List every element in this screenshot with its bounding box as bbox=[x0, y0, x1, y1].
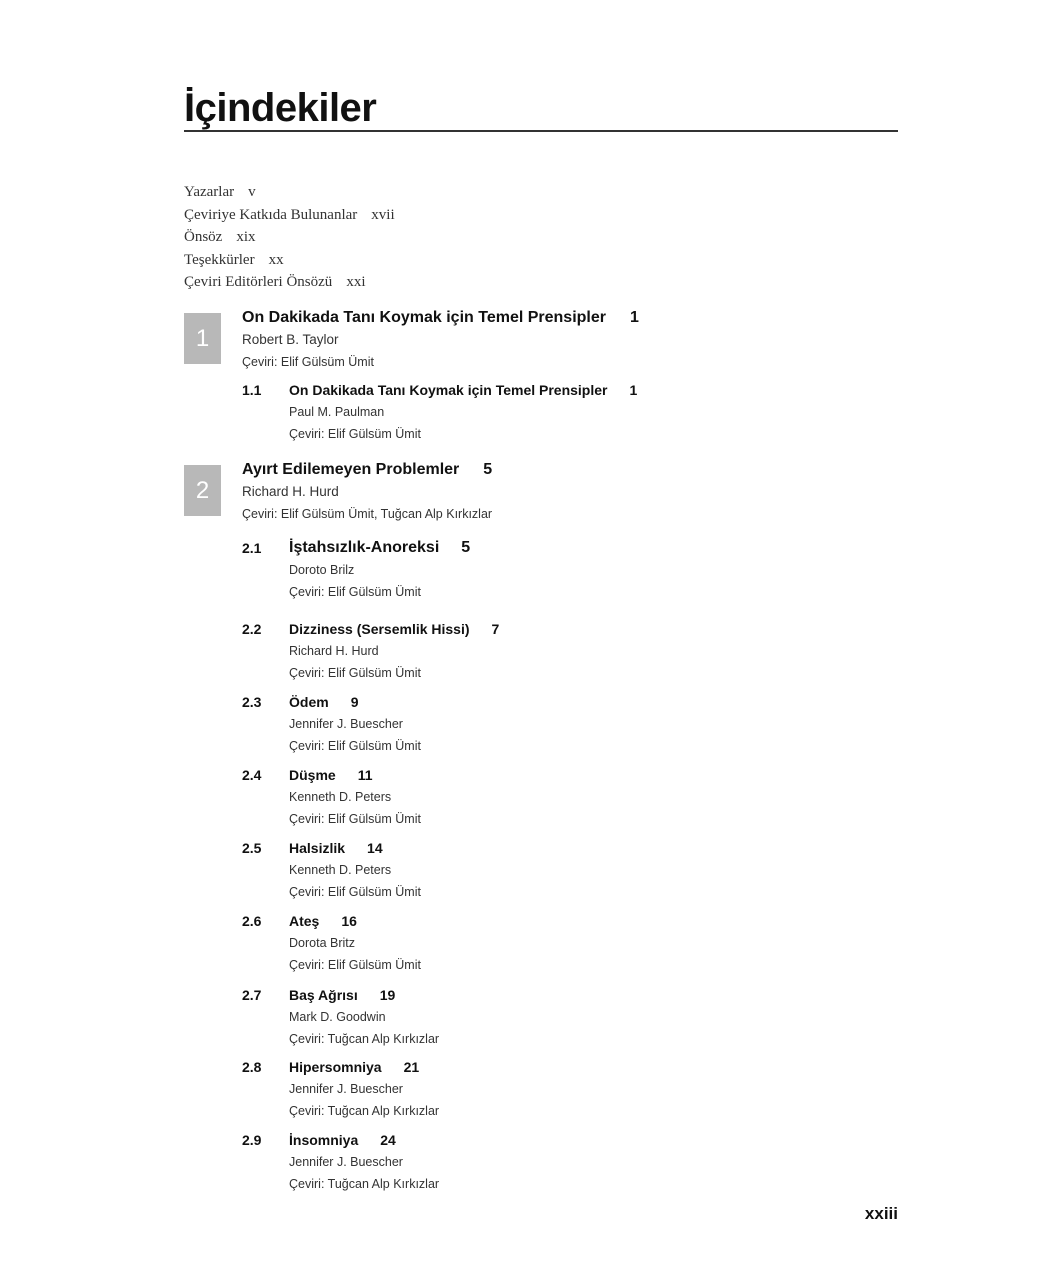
front-matter-page: xx bbox=[268, 251, 284, 268]
section-title-text: Ödem bbox=[289, 694, 329, 710]
section-body bbox=[289, 837, 421, 903]
section-author: Kenneth D. Peters bbox=[289, 790, 392, 804]
chapter-title bbox=[242, 459, 492, 481]
front-matter-list bbox=[184, 181, 395, 294]
section-number: 2.2 bbox=[242, 621, 262, 637]
section-page: 16 bbox=[341, 913, 357, 929]
section-translator: Çeviri: Elif Gülsüm Ümit bbox=[289, 585, 421, 599]
chapter-author: Robert B. Taylor bbox=[242, 332, 339, 347]
chapter-page: 5 bbox=[483, 461, 493, 478]
page-number: xxiii bbox=[864, 1204, 898, 1223]
section-page: 5 bbox=[461, 539, 471, 556]
section-author: Mark D. Goodwin bbox=[289, 1010, 386, 1024]
section-body bbox=[289, 537, 470, 603]
section-page: 7 bbox=[491, 621, 500, 637]
section-body bbox=[289, 764, 421, 830]
section-translator: Çeviri: Tuğcan Alp Kırkızlar bbox=[289, 1032, 440, 1046]
section-translator: Çeviri: Elif Gülsüm Ümit bbox=[289, 427, 421, 441]
section-author: Richard H. Hurd bbox=[289, 644, 379, 658]
section-title bbox=[289, 1056, 439, 1078]
section-author: Dorota Britz bbox=[289, 936, 355, 950]
section-translator: Çeviri: Tuğcan Alp Kırkızlar bbox=[289, 1177, 440, 1191]
section-number: 2.7 bbox=[242, 987, 262, 1003]
front-matter-page: xxi bbox=[346, 274, 366, 290]
section-translator: Çeviri: Elif Gülsüm Ümit bbox=[289, 812, 421, 826]
front-matter-label: Çeviri Editörleri Önsözü bbox=[184, 274, 333, 290]
front-matter-item[interactable] bbox=[184, 271, 395, 294]
section-title-text: On Dakikada Tanı Koymak için Temel Prensipler bbox=[289, 382, 608, 398]
section-number: 2.4 bbox=[242, 767, 262, 783]
section-translator: Çeviri: Elif Gülsüm Ümit bbox=[289, 958, 421, 972]
section-number: 2.1 bbox=[242, 540, 262, 556]
section-title bbox=[289, 379, 637, 401]
section-body bbox=[289, 910, 421, 976]
section-number: 2.8 bbox=[242, 1059, 262, 1075]
section-author: Jennifer J. Buescher bbox=[289, 1155, 403, 1169]
section-title-text: İnsomniya bbox=[289, 1132, 359, 1148]
chapter-number-badge: 2 bbox=[184, 465, 221, 516]
section-title-text: Baş Ağrısı bbox=[289, 987, 358, 1003]
section-page: 1 bbox=[629, 382, 638, 398]
section-page: 9 bbox=[350, 694, 359, 710]
section-number: 2.5 bbox=[242, 840, 262, 856]
section-title bbox=[289, 984, 439, 1006]
section-title bbox=[289, 691, 421, 713]
section-translator: Çeviri: Elif Gülsüm Ümit bbox=[289, 666, 421, 680]
section-body bbox=[289, 379, 637, 445]
front-matter-item[interactable] bbox=[184, 249, 395, 272]
front-matter-item[interactable] bbox=[184, 204, 395, 227]
section-body bbox=[289, 1129, 439, 1195]
chapter-author: Richard H. Hurd bbox=[242, 484, 339, 499]
section-author: Jennifer J. Buescher bbox=[289, 717, 403, 731]
section-title bbox=[289, 1129, 439, 1151]
front-matter-label: Teşekkürler bbox=[184, 251, 255, 268]
chapter-translator: Çeviri: Elif Gülsüm Ümit, Tuğcan Alp Kırkızlar bbox=[242, 507, 493, 521]
chapter-body bbox=[242, 307, 639, 373]
section-title-text: Dizziness (Sersemlik Hissi) bbox=[289, 621, 470, 637]
front-matter-item[interactable] bbox=[184, 226, 395, 249]
chapter-title-text: Ayırt Edilemeyen Problemler bbox=[242, 461, 460, 478]
chapter-number-badge: 1 bbox=[184, 313, 221, 364]
section-page: 19 bbox=[379, 987, 396, 1003]
section-title bbox=[289, 837, 421, 859]
section-number: 2.3 bbox=[242, 694, 262, 710]
chapter-title bbox=[242, 307, 639, 329]
section-page: 24 bbox=[380, 1132, 396, 1148]
section-translator: Çeviri: Elif Gülsüm Ümit bbox=[289, 739, 421, 753]
chapter-title-text: On Dakikada Tanı Koymak için Temel Prensipler bbox=[242, 309, 606, 326]
section-author: Kenneth D. Peters bbox=[289, 863, 392, 877]
section-body bbox=[289, 1056, 439, 1122]
front-matter-label: Yazarlar bbox=[184, 184, 235, 200]
section-translator: Çeviri: Tuğcan Alp Kırkızlar bbox=[289, 1104, 440, 1118]
front-matter-label: Önsöz bbox=[184, 229, 223, 245]
section-author: Doroto Brilz bbox=[289, 563, 355, 577]
section-title-text: Hipersomniya bbox=[289, 1059, 382, 1075]
section-title bbox=[289, 764, 421, 786]
section-number: 1.1 bbox=[242, 382, 262, 398]
section-page: 11 bbox=[357, 767, 373, 783]
section-body bbox=[289, 618, 499, 684]
chapter-translator: Çeviri: Elif Gülsüm Ümit bbox=[242, 355, 374, 369]
section-title-text: Halsizlik bbox=[289, 840, 346, 856]
section-title bbox=[289, 618, 499, 640]
section-translator: Çeviri: Elif Gülsüm Ümit bbox=[289, 885, 421, 899]
chapter-body bbox=[242, 459, 492, 525]
section-title-text: Düşme bbox=[289, 767, 336, 783]
front-matter-page: xix bbox=[236, 229, 256, 245]
front-matter-page: v bbox=[248, 184, 256, 200]
section-author: Jennifer J. Buescher bbox=[289, 1082, 403, 1096]
section-author: Paul M. Paulman bbox=[289, 405, 385, 419]
section-page: 14 bbox=[367, 840, 383, 856]
front-matter-item[interactable] bbox=[184, 181, 395, 204]
section-title bbox=[289, 537, 470, 559]
front-matter-page: xvii bbox=[371, 206, 395, 223]
section-body bbox=[289, 691, 421, 757]
page-title: İçindekiler bbox=[184, 86, 377, 130]
title-divider bbox=[184, 130, 898, 132]
section-title-text: Ateş bbox=[289, 913, 320, 929]
section-number: 2.9 bbox=[242, 1132, 262, 1148]
section-body bbox=[289, 984, 439, 1050]
chapter-page: 1 bbox=[629, 309, 639, 326]
section-title bbox=[289, 910, 421, 932]
section-page: 21 bbox=[403, 1059, 420, 1075]
section-title-text: İştahsızlık-Anoreksi bbox=[289, 539, 440, 556]
front-matter-label: Çeviriye Katkıda Bulunanlar bbox=[184, 206, 358, 223]
section-number: 2.6 bbox=[242, 913, 262, 929]
